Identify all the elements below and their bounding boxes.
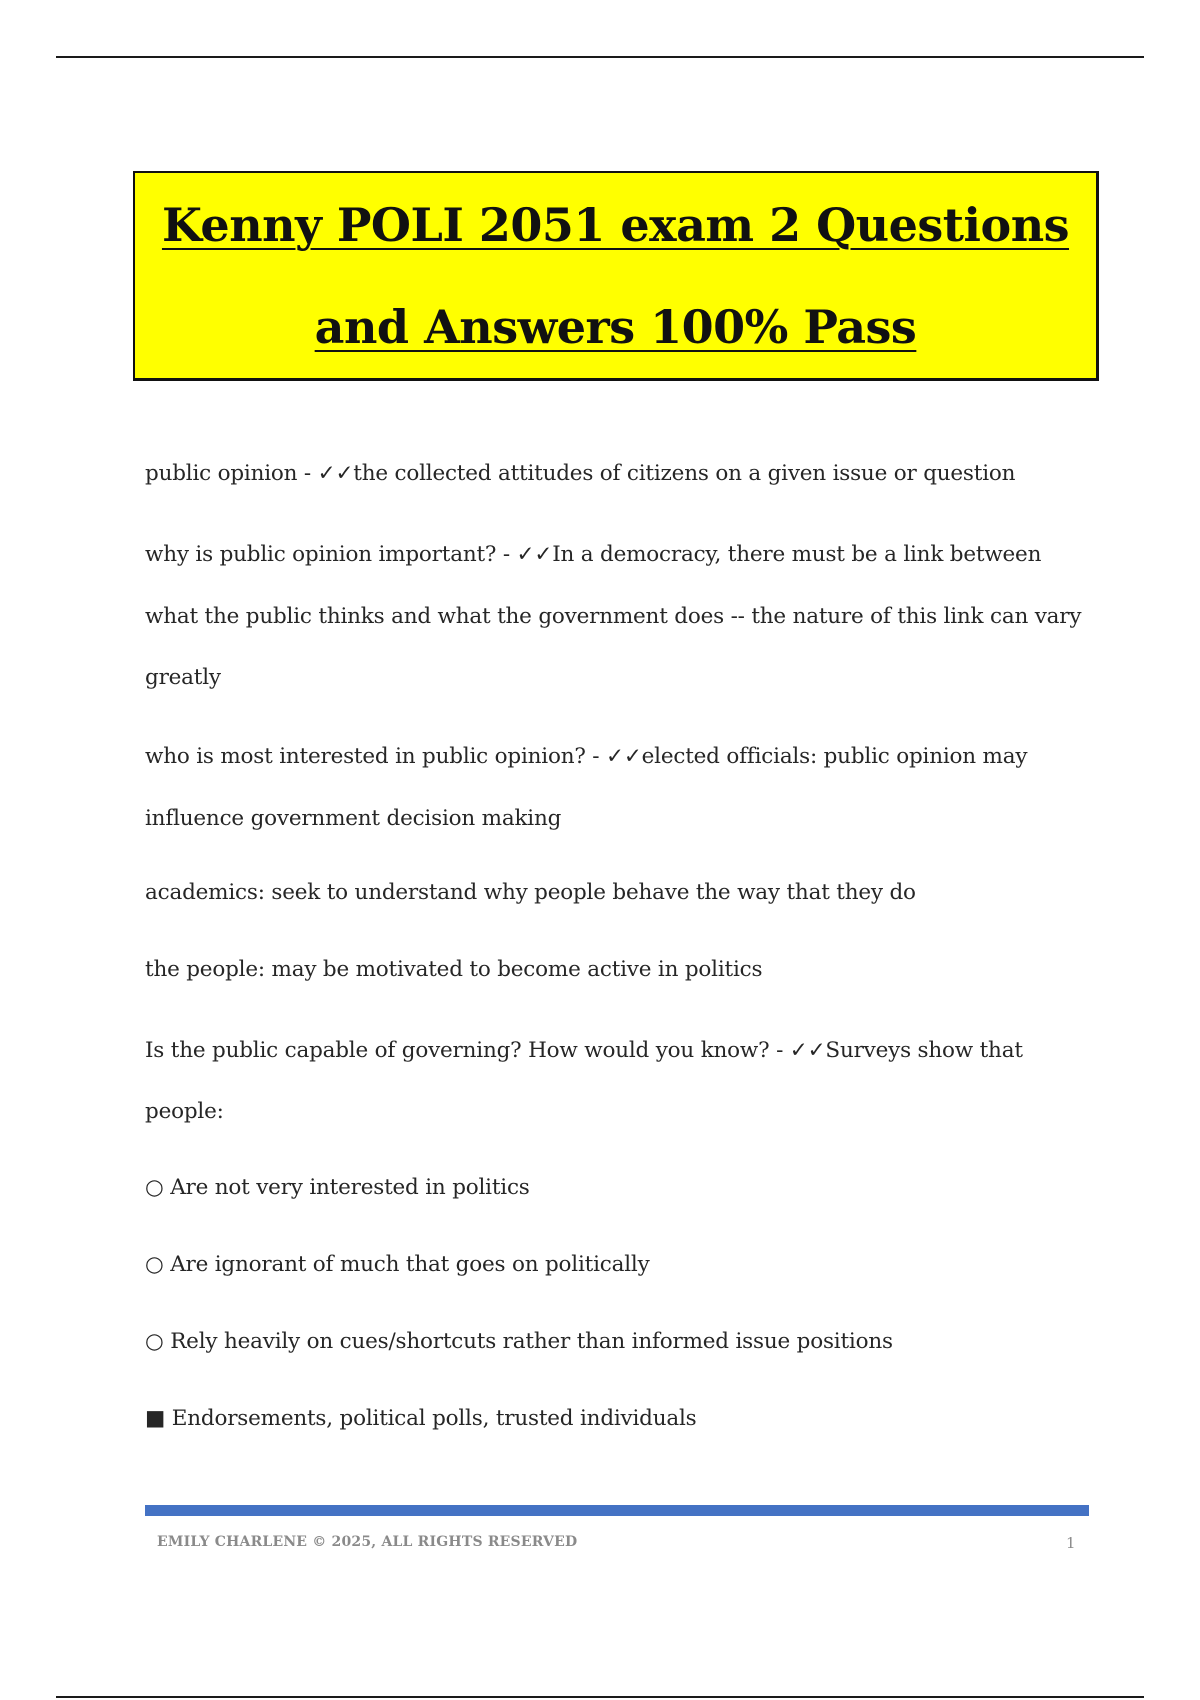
footer-copyright: EMILY CHARLENE © 2025, ALL RIGHTS RESERVED <box>157 1534 578 1550</box>
text-line: influence government decision making <box>145 806 562 831</box>
list-item: ○ Are ignorant of much that goes on politically <box>145 1252 650 1277</box>
text-line: who is most interested in public opinion? - ✓✓elected officials: public opinion may <box>145 744 1028 769</box>
list-item: ○ Are not very interested in politics <box>145 1175 530 1200</box>
text-line: the people: may be motivated to become active in politics <box>145 957 763 982</box>
text-line: Is the public capable of governing? How would you know? - ✓✓Surveys show that <box>145 1038 1023 1063</box>
bottom-rule <box>56 1696 1144 1698</box>
text-line: why is public opinion important? - ✓✓In a democracy, there must be a link between <box>145 542 1042 567</box>
list-item: ■ Endorsements, political polls, trusted individuals <box>145 1406 697 1431</box>
page-number: 1 <box>1066 1534 1076 1552</box>
text-line: academics: seek to understand why people behave the way that they do <box>145 880 916 905</box>
page-title-line-1: Kenny POLI 2051 exam 2 Questions <box>161 197 1070 252</box>
top-rule <box>56 56 1144 58</box>
text-line: what the public thinks and what the government does -- the nature of this link can vary <box>145 604 1082 629</box>
text-line: greatly <box>145 665 221 690</box>
text-line: public opinion - ✓✓the collected attitudes of citizens on a given issue or question <box>145 461 1016 486</box>
footer-bar <box>145 1505 1089 1516</box>
list-item: ○ Rely heavily on cues/shortcuts rather than informed issue positions <box>145 1329 893 1354</box>
page-title-line-2: and Answers 100% Pass <box>314 299 917 354</box>
title-box <box>133 171 1099 381</box>
text-line: people: <box>145 1099 224 1124</box>
